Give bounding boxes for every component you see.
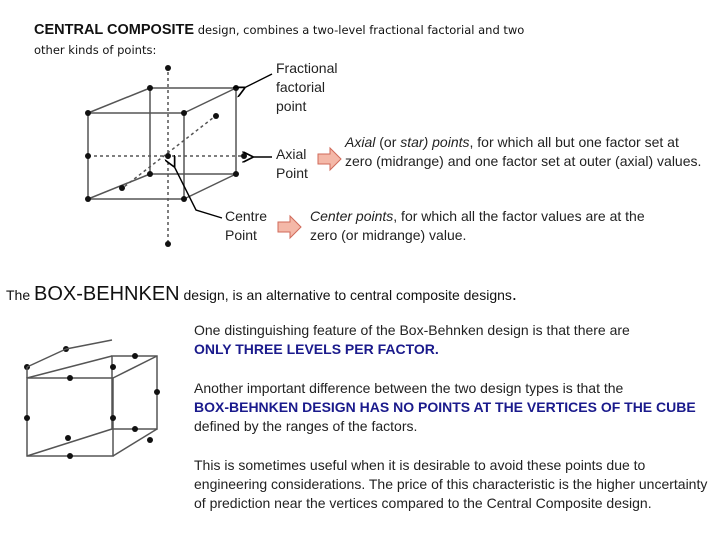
center-point (165, 153, 171, 159)
axial-point (165, 241, 171, 247)
desc-text: (or (375, 134, 401, 150)
edge-midpoint (147, 437, 153, 443)
edge-midpoint (65, 435, 71, 441)
axial-point-label (276, 145, 308, 183)
para-text: Another important difference between the two design types is that the (194, 380, 624, 396)
label-line: factorial (276, 79, 326, 95)
label-line: Fractional (276, 60, 338, 76)
axial-point (165, 65, 171, 71)
axial-term: Axial (345, 134, 376, 150)
bb-front-face (27, 378, 113, 456)
vertex-point (147, 85, 153, 91)
para-emphasis: BOX-BEHNKEN DESIGN HAS NO POINTS AT THE VERTICES OF THE CUBE (194, 399, 696, 415)
cube-back-face (150, 88, 236, 174)
fractional-factorial-label (276, 59, 337, 116)
axial-point (213, 113, 219, 119)
para-text: defined by the ranges of the factors. (194, 418, 418, 434)
heading-text: design, is an alternative to central composite designs (179, 287, 512, 303)
edge-midpoint (154, 389, 160, 395)
para-text: This is sometimes useful when it is desirable to avoid these points due to engineering considerations. The price of this characteristic is the higher uncertainty of prediction near the vertices compared to the Central Composite design. (194, 457, 708, 511)
bb-paragraph-vertices (194, 379, 709, 436)
heading-text: The (6, 287, 35, 303)
bb-paragraph-levels (194, 321, 709, 359)
axial-points-description (345, 133, 705, 171)
box-behnken-points (24, 346, 160, 459)
label-line: Axial (276, 146, 307, 162)
edge-midpoint (67, 453, 73, 459)
center-block-arrow-icon (278, 216, 301, 238)
box-behnken-heading (6, 283, 517, 306)
edge-midpoint (24, 415, 30, 421)
edge-midpoint (132, 426, 138, 432)
central-composite-intro: design, combines a two-level fractional factorial and two (194, 23, 525, 37)
fractional-pointer-arrow (244, 74, 272, 88)
axial-point (85, 153, 91, 159)
axial-point (119, 185, 125, 191)
depth-axis-line (120, 114, 218, 190)
vertex-point (181, 110, 187, 116)
edge-midpoint (132, 353, 138, 359)
centre-point-label (225, 207, 267, 245)
para-text: One distinguishing feature of the Box-Behnken design is that there are (194, 322, 630, 338)
label-line: Point (276, 165, 308, 181)
vertex-point (181, 196, 187, 202)
label-line: Centre (225, 208, 268, 224)
central-composite-title: CENTRAL COMPOSITE (34, 22, 195, 38)
vertex-point (85, 110, 91, 116)
edge-midpoint (110, 364, 116, 370)
para-emphasis: ONLY THREE LEVELS PER FACTOR. (194, 341, 439, 357)
vertex-point (147, 171, 153, 177)
bb-paragraph-tradeoff (194, 456, 714, 513)
desc-text: , for which all but one factor set at zero (midrange) and one factor set at outer (axial) values. (345, 134, 702, 169)
axial-point (241, 153, 247, 159)
center-points-description (310, 207, 670, 245)
center-term: Center points (310, 208, 394, 224)
star-term: star) points (400, 134, 470, 150)
edge-midpoint (67, 375, 73, 381)
box-behnken-cube-diagram (27, 356, 157, 456)
label-line: Point (225, 227, 257, 243)
heading-period: . (511, 284, 517, 304)
vertex-point (233, 171, 239, 177)
axial-block-arrow-icon (318, 148, 341, 170)
pointer-arrows (174, 74, 272, 218)
central-composite-intro-line2: other kinds of points: (34, 43, 157, 57)
label-line: point (276, 98, 307, 114)
vertex-point (85, 196, 91, 202)
box-behnken-title: BOX-BEHNKEN (34, 283, 180, 305)
edge-midpoint (110, 415, 116, 421)
vertex-point (233, 85, 239, 91)
desc-text: , for which all the factor values are at the zero (or midrange) value. (310, 208, 645, 243)
